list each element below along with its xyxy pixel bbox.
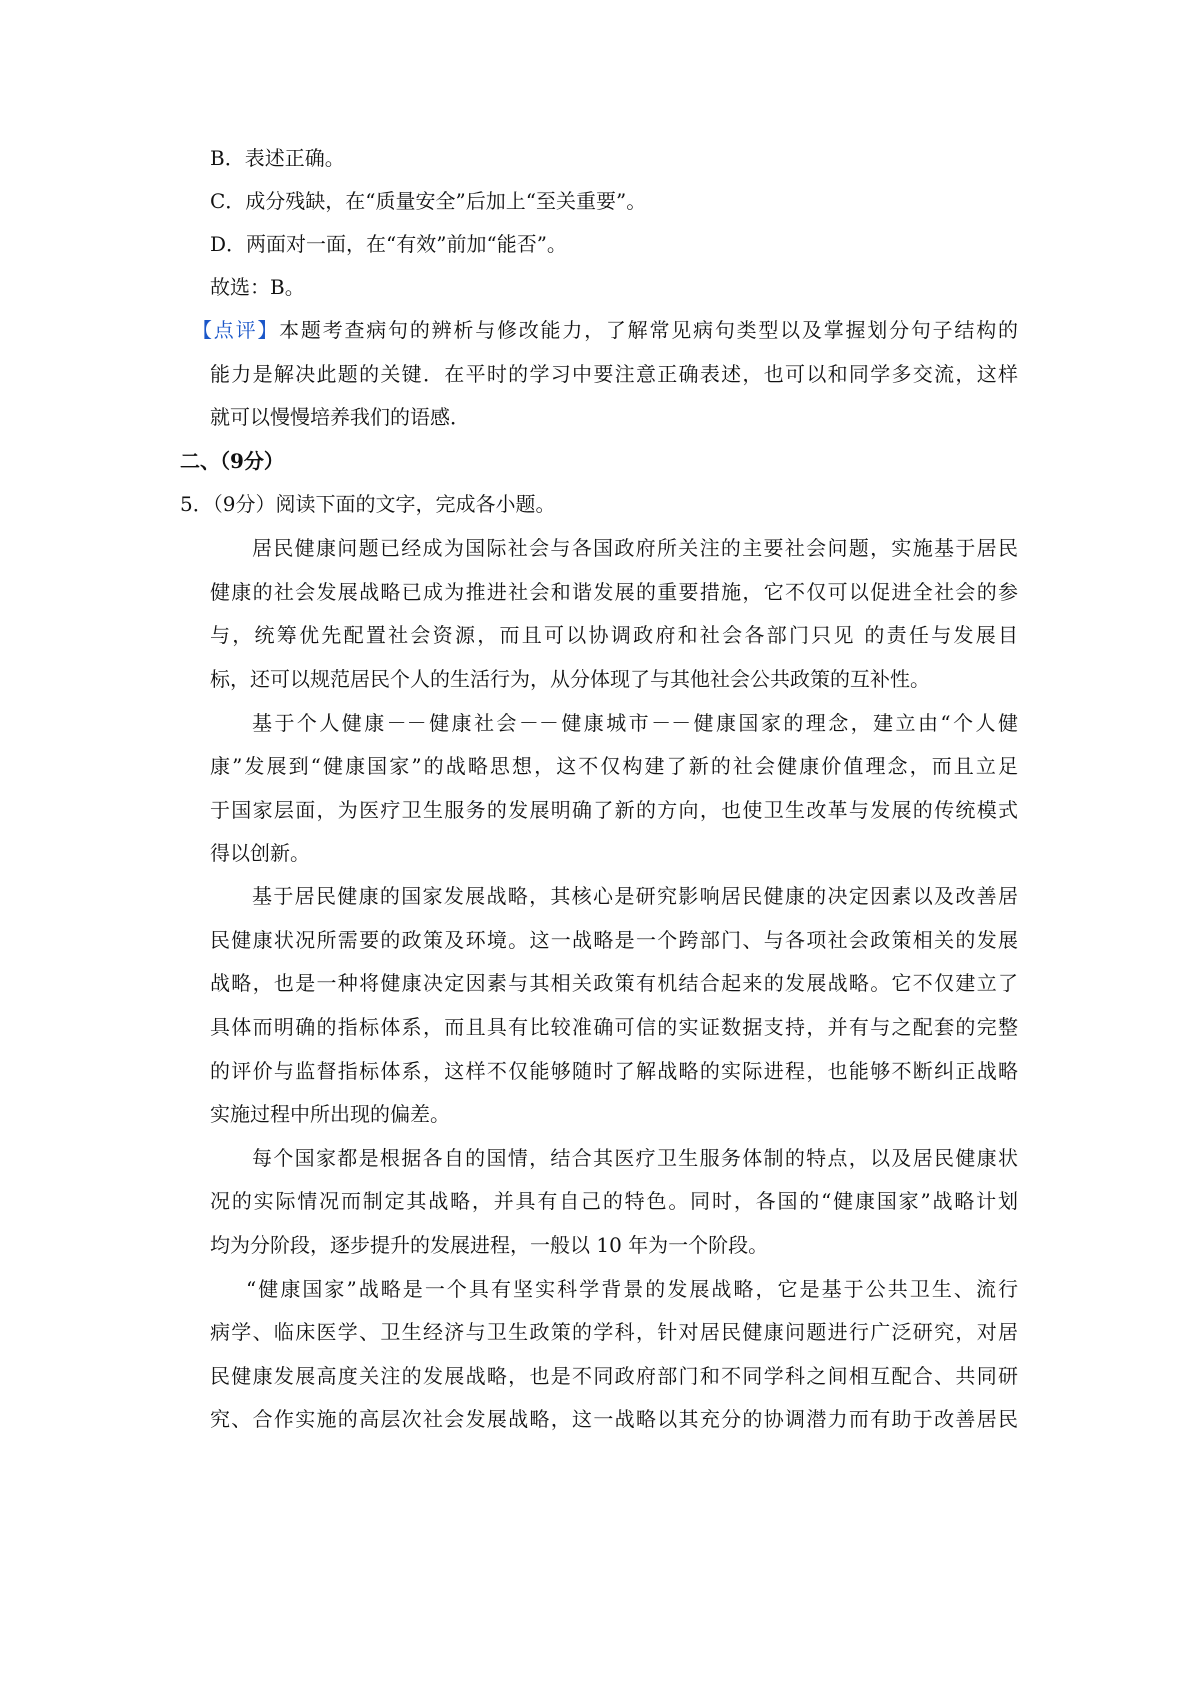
- comment-tag: 【点评】: [192, 318, 280, 342]
- passage-p5-line-4: 究、合作实施的高层次社会发展战略，这一战略以其充分的协调潜力而有助于改善居民: [210, 1407, 1018, 1431]
- comment-line-3: 就可以慢慢培养我们的语感．: [210, 405, 470, 429]
- passage-p3-line-3: 战略，也是一种将健康决定因素与其相关政策有机结合起来的发展战略。它不仅建立了: [210, 971, 1018, 995]
- passage-p3-line-6: 实施过程中所出现的偏差。: [210, 1102, 450, 1126]
- comment-line-2: 能力是解决此题的关键．在平时的学习中要注意正确表述，也可以和同学多交流，这样: [210, 362, 1018, 386]
- passage-p1-line-1: 居民健康问题已经成为国际社会与各国政府所关注的主要社会问题，实施基于居民: [252, 536, 1018, 560]
- option-b: B．表述正确。: [210, 146, 345, 170]
- passage-p5-line-1: “健康国家”战略是一个具有坚实科学背景的发展战略，它是基于公共卫生、流行: [246, 1277, 1018, 1301]
- answer-line: 故选：B。: [210, 275, 305, 299]
- passage-p5-line-2: 病学、临床医学、卫生经济与卫生政策的学科，针对居民健康问题进行广泛研究，对居: [210, 1320, 1018, 1344]
- passage-p4-line-1: 每个国家都是根据各自的国情，结合其医疗卫生服务体制的特点，以及居民健康状: [252, 1146, 1018, 1170]
- passage-p1-line-2: 健康的社会发展战略已成为推进社会和谐发展的重要措施，它不仅可以促进全社会的参: [210, 580, 1018, 604]
- passage-p3-line-4: 具体而明确的指标体系，而且具有比较准确可信的实证数据支持，并有与之配套的完整: [210, 1015, 1018, 1039]
- passage-p4-line-2: 况的实际情况而制定其战略，并具有自己的特色。同时，各国的“健康国家”战略计划: [210, 1189, 1018, 1213]
- option-c: C．成分残缺，在“质量安全”后加上“至关重要”。: [210, 189, 647, 213]
- passage-p2-line-2: 康”发展到“健康国家”的战略思想，这不仅构建了新的社会健康价值理念，而且立足: [210, 754, 1018, 778]
- passage-p4-line-3: 均为分阶段，逐步提升的发展进程，一般以 10 年为一个阶段。: [210, 1233, 769, 1257]
- passage-p2-line-3: 于国家层面，为医疗卫生服务的发展明确了新的方向，也使卫生改革与发展的传统模式: [210, 798, 1018, 822]
- passage-p1-line-4: 标，还可以规范居民个人的生活行为，从分体现了与其他社会公共政策的互补性。: [210, 667, 930, 691]
- passage-p3-line-5: 的评价与监督指标体系，这样不仅能够随时了解战略的实际进程，也能够不断纠正战略: [210, 1059, 1018, 1083]
- passage-p1-line-3: 与，统筹优先配置社会资源，而且可以协调政府和社会各部门只见 的责任与发展目: [210, 623, 1018, 647]
- section-title: 二、（9分）: [180, 449, 284, 473]
- comment-line-1: [192, 315, 1018, 345]
- passage-p5-line-3: 民健康发展高度关注的发展战略，也是不同政府部门和不同学科之间相互配合、共同研: [210, 1364, 1018, 1388]
- passage-p3-line-1: 基于居民健康的国家发展战略，其核心是研究影响居民健康的决定因素以及改善居: [252, 884, 1018, 908]
- option-d: D．两面对一面，在“有效”前加“能否”。: [210, 232, 567, 256]
- passage-p2-line-4: 得以创新。: [210, 841, 310, 865]
- passage-p2-line-1: 基于个人健康－－健康社会－－健康城市－－健康国家的理念，建立由“个人健: [252, 711, 1018, 735]
- comment-text-1: 本题考查病句的辨析与修改能力，了解常见病句类型以及掌握划分句子结构的: [279, 318, 1018, 342]
- question-stem: 5．（9分）阅读下面的文字，完成各小题。: [180, 492, 556, 516]
- passage-p3-line-2: 民健康状况所需要的政策及环境。这一战略是一个跨部门、与各项社会政策相关的发展: [210, 928, 1018, 952]
